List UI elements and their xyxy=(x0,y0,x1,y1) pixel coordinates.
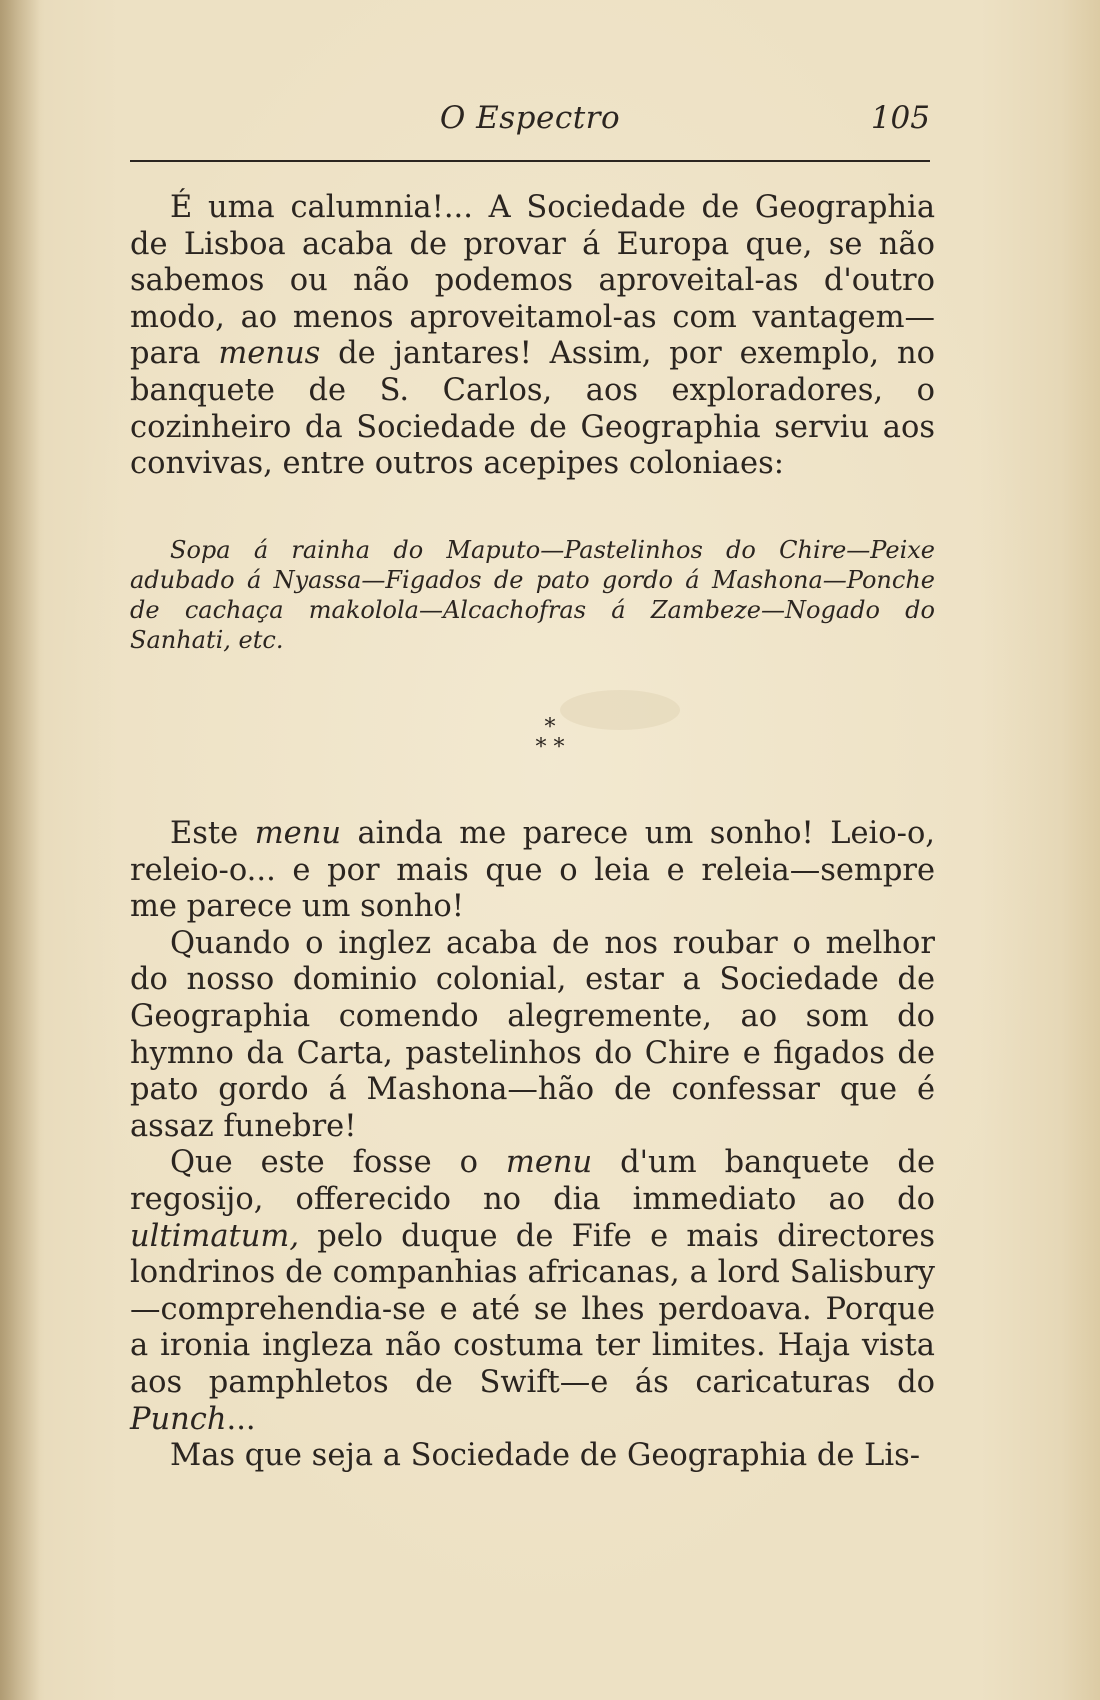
page-header xyxy=(130,100,930,144)
paragraph-calumnia-text: É uma calumnia!... A Sociedade de Geographia de Lisboa acaba de provar á Europa que, se não sabemos ou não podemos aproveital-as d'outro modo, ao menos aproveitamol-as com vantagem—para xyxy=(130,190,935,372)
paragraph-este-menu xyxy=(130,816,935,926)
paragraph-este-menu-end: ainda me parece um sonho! Leio-o, releio-o... e por mais que o leia e releia—sempre me parece um sonho! xyxy=(130,816,936,925)
page-number: 105 xyxy=(870,100,930,136)
paragraph-calumnia-text-end: de jantares! Assim, por exemplo, no banquete de S. Carlos, aos exploradores, o cozinheiro da Sociedade de Geographia serviu aos convivas, entre outros acepipes coloniaes: xyxy=(130,336,935,482)
paragraph-que-este-part-2: d'um banquete de regosijo, offerecido no dia immediato ao do xyxy=(130,1145,935,1217)
paragraph-que-este-part-3: pelo duque de Fife e mais directores londrinos de companhias africanas, a lord Salisbury—comprehendia-se e até se lhes perdoava. Porque a ironia ingleza não costuma ter limites. Haja vista aos pamphletos de Swift—e ás caricaturas do xyxy=(130,1218,935,1400)
paragraph-que-este-part-1: Que este fosse o xyxy=(170,1145,506,1181)
running-title: O Espectro xyxy=(439,100,621,136)
asterism-top: * xyxy=(544,715,556,740)
paragraph-este-menu-start: Este xyxy=(170,816,255,851)
italic-menu-2: menu xyxy=(505,1145,593,1181)
italic-ultimatum: ultimatum, xyxy=(130,1218,300,1254)
paragraph-calumnia xyxy=(130,190,935,483)
menu-list: Sopa á rainha do Maputo—Pastelinhos do Chire—Peixe adubado á Nyassa—Figados de pato gordo á Mashona—Ponche de cachaça makolola—Alcachofras á Zambeze—Nogado do Sanhati, etc. xyxy=(130,536,935,654)
paragraph-que-este-part-4: ... xyxy=(226,1401,256,1437)
page-gutter-shadow xyxy=(0,0,40,1700)
italic-menu-1: menu xyxy=(254,816,341,851)
asterism-bottom: * * xyxy=(535,735,565,760)
text-block-lower xyxy=(130,816,935,1475)
paragraph-quando: Quando o inglez acaba de nos roubar o melhor do nosso dominio colonial, estar a Sociedade de Geographia comendo alegremente, ao som do hymno da Carta, pastelinhos do Chire e figados de pato gordo á Mashona—hão de confessar que é assaz funebre! xyxy=(130,925,935,1144)
paragraph-mas-que: Mas que seja a Sociedade de Geographia de Lis- xyxy=(170,1438,921,1474)
italic-punch: Punch xyxy=(130,1401,227,1437)
text-block-upper xyxy=(130,190,935,483)
paragraph-que-este xyxy=(130,1145,935,1438)
header-rule xyxy=(130,160,930,162)
asterism-divider xyxy=(0,715,1100,760)
italic-menus: menus xyxy=(218,336,321,372)
